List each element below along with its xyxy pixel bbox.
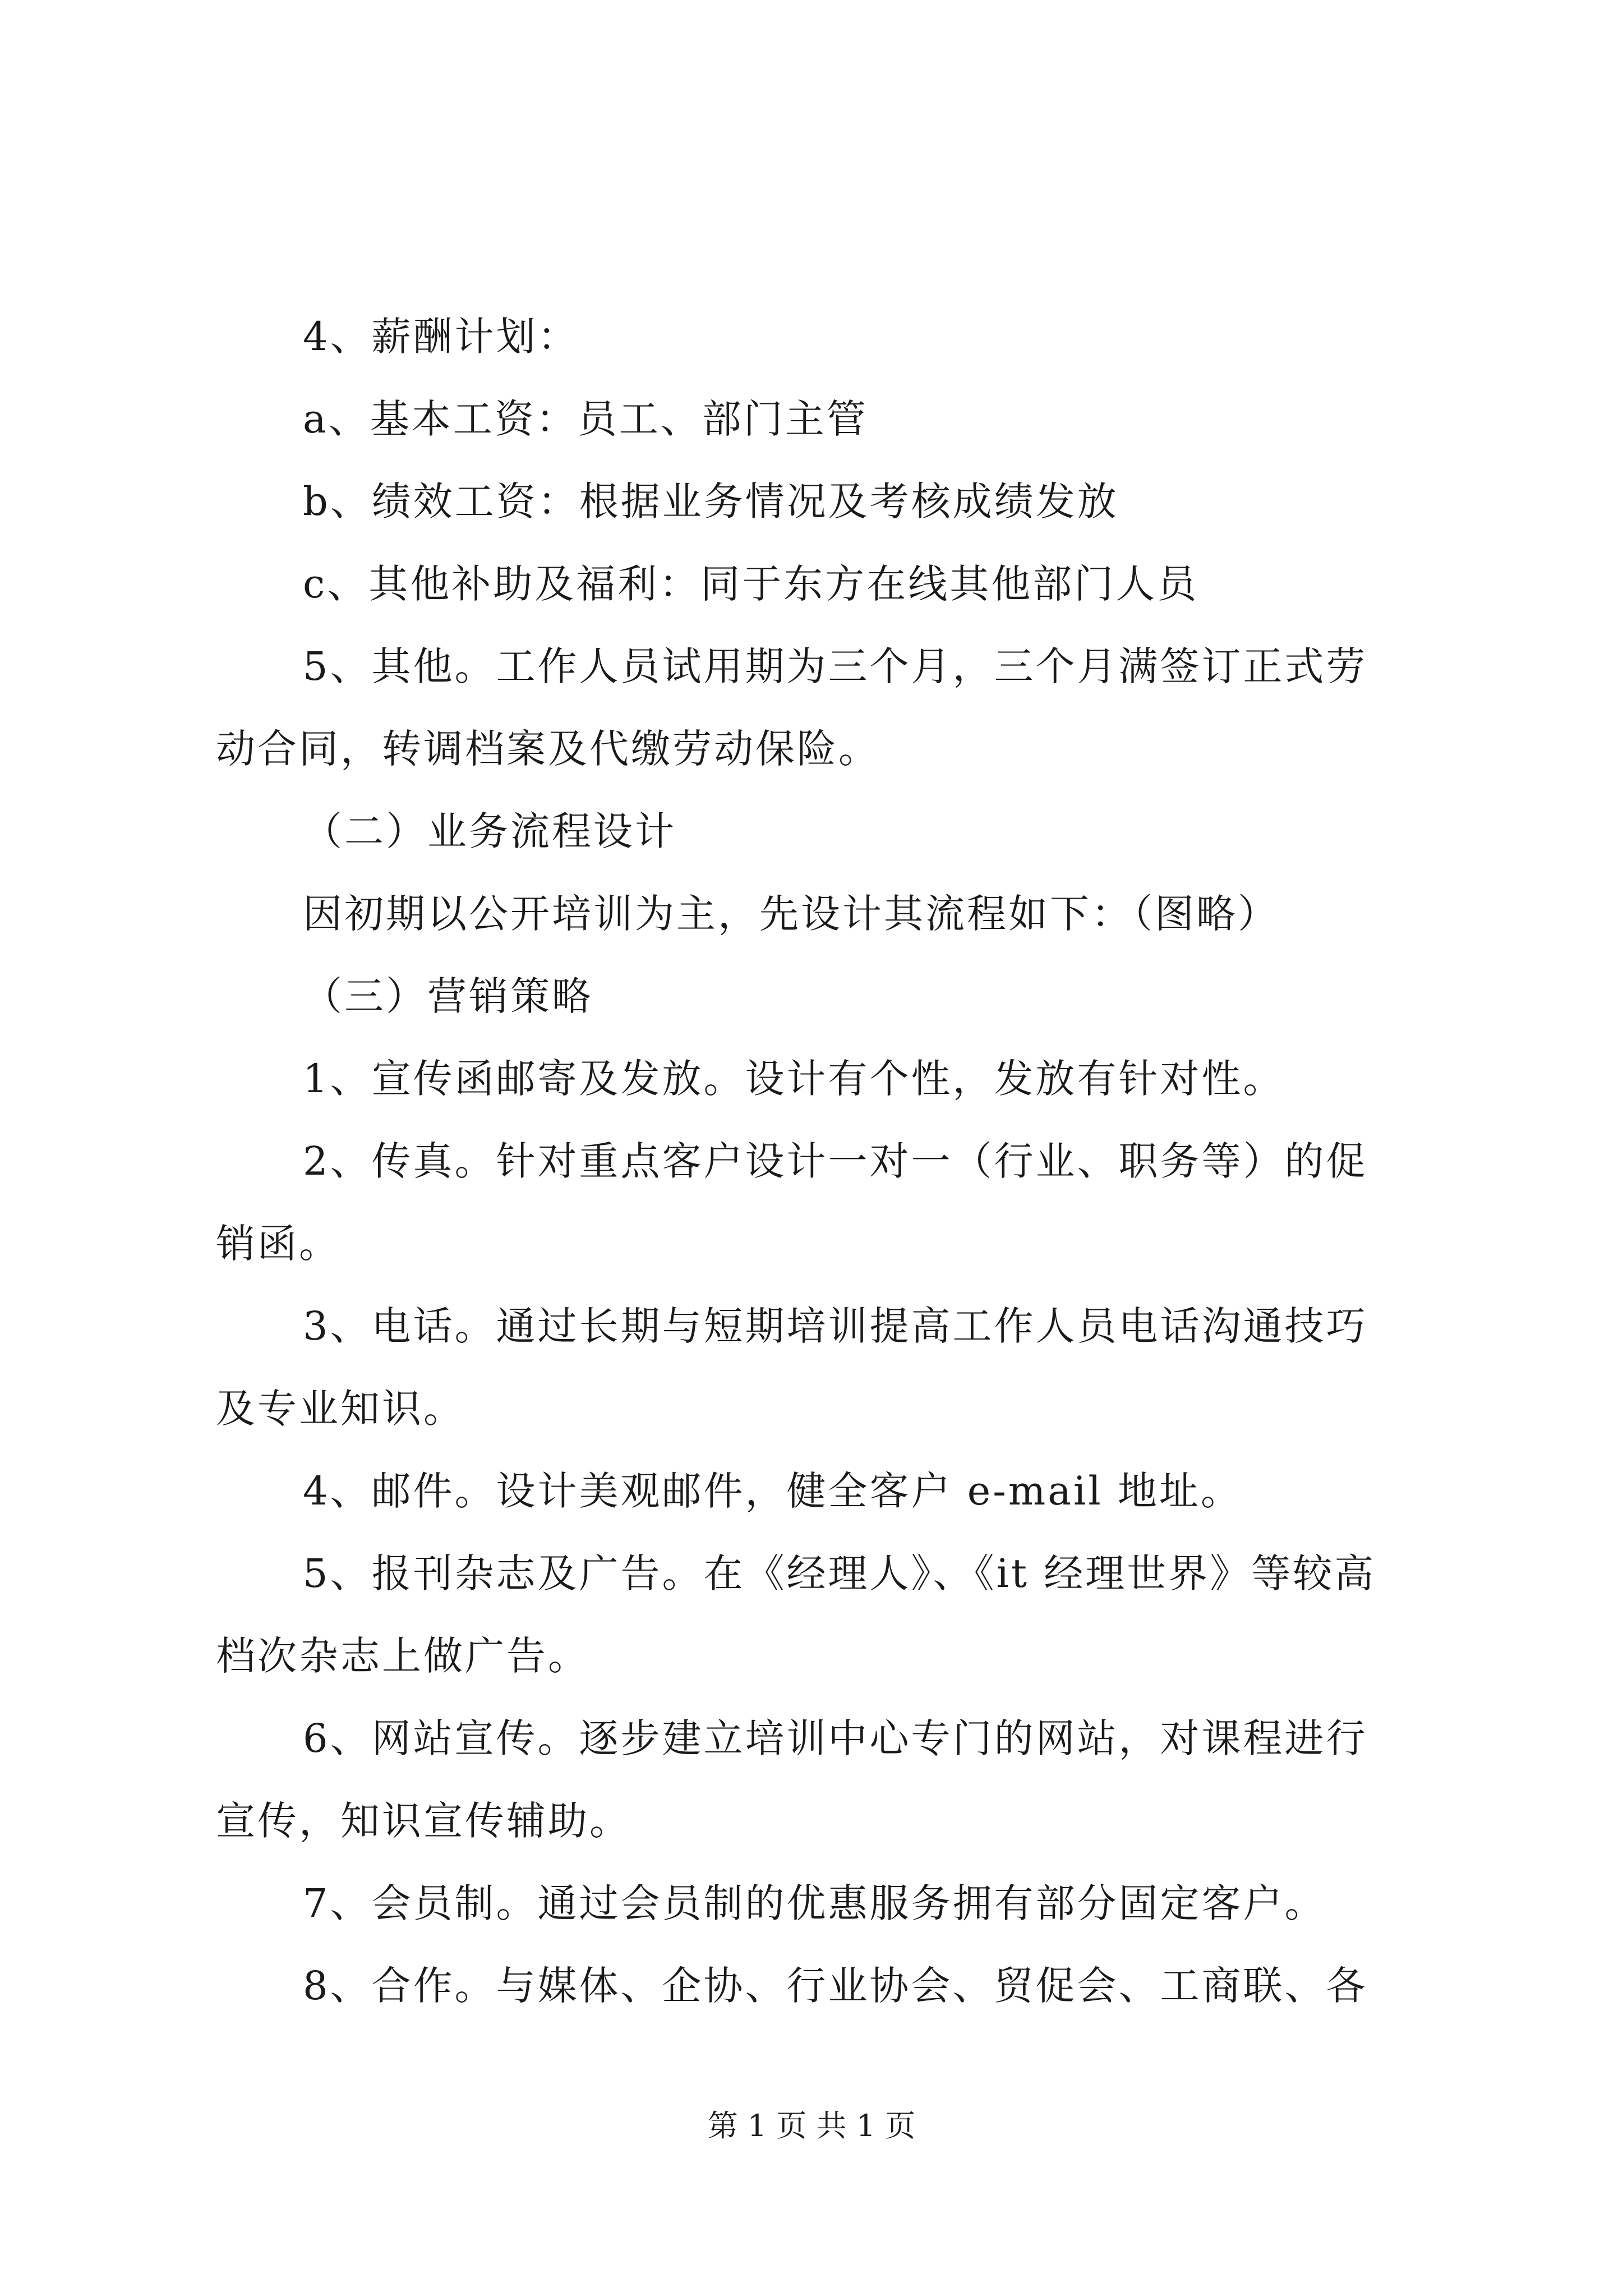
page-footer: 第 1 页 共 1 页 (707, 2108, 916, 2143)
paragraph-line: 4、薪酬计划： (303, 314, 579, 360)
paragraph-line: 8、合作。与媒体、企协、行业协会、贸促会、工商联、各 (303, 1963, 1368, 2009)
paragraph-line: c、其他补助及福利：同于东方在线其他部门人员 (303, 561, 1199, 607)
section-heading: （三）营销策略 (303, 973, 593, 1019)
paragraph-line: 6、网站宣传。逐步建立培训中心专门的网站，对课程进行 (303, 1715, 1368, 1761)
section-heading: （二）业务流程设计 (303, 808, 676, 854)
paragraph-line: 5、报刊杂志及广告。在《经理人》、《it 经理世界》等较高 (303, 1550, 1376, 1596)
paragraph-line: 及专业知识。 (216, 1386, 465, 1432)
paragraph-line: a、基本工资：员工、部门主管 (303, 396, 868, 442)
paragraph-line: 销函。 (216, 1221, 340, 1267)
paragraph-line: 宣传，知识宣传辅助。 (216, 1798, 631, 1844)
paragraph-line: 7、会员制。通过会员制的优惠服务拥有部分固定客户。 (303, 1880, 1326, 1926)
paragraph-line: 5、其他。工作人员试用期为三个月，三个月满签订正式劳 (303, 643, 1368, 689)
paragraph-line: 档次杂志上做广告。 (216, 1633, 589, 1679)
paragraph-line: 4、邮件。设计美观邮件，健全客户 e-mail 地址。 (303, 1468, 1243, 1514)
paragraph-line: 动合同，转调档案及代缴劳动保险。 (216, 726, 880, 772)
paragraph-line: 1、宣传函邮寄及发放。设计有个性，发放有针对性。 (303, 1056, 1285, 1102)
paragraph-line: 因初期以公开培训为主，先设计其流程如下：（图略） (303, 891, 1279, 937)
paragraph-line: b、绩效工资：根据业务情况及考核成绩发放 (303, 478, 1119, 524)
paragraph-line: 2、传真。针对重点客户设计一对一（行业、职务等）的促 (303, 1138, 1368, 1184)
paragraph-line: 3、电话。通过长期与短期培训提高工作人员电话沟通技巧 (303, 1303, 1368, 1349)
